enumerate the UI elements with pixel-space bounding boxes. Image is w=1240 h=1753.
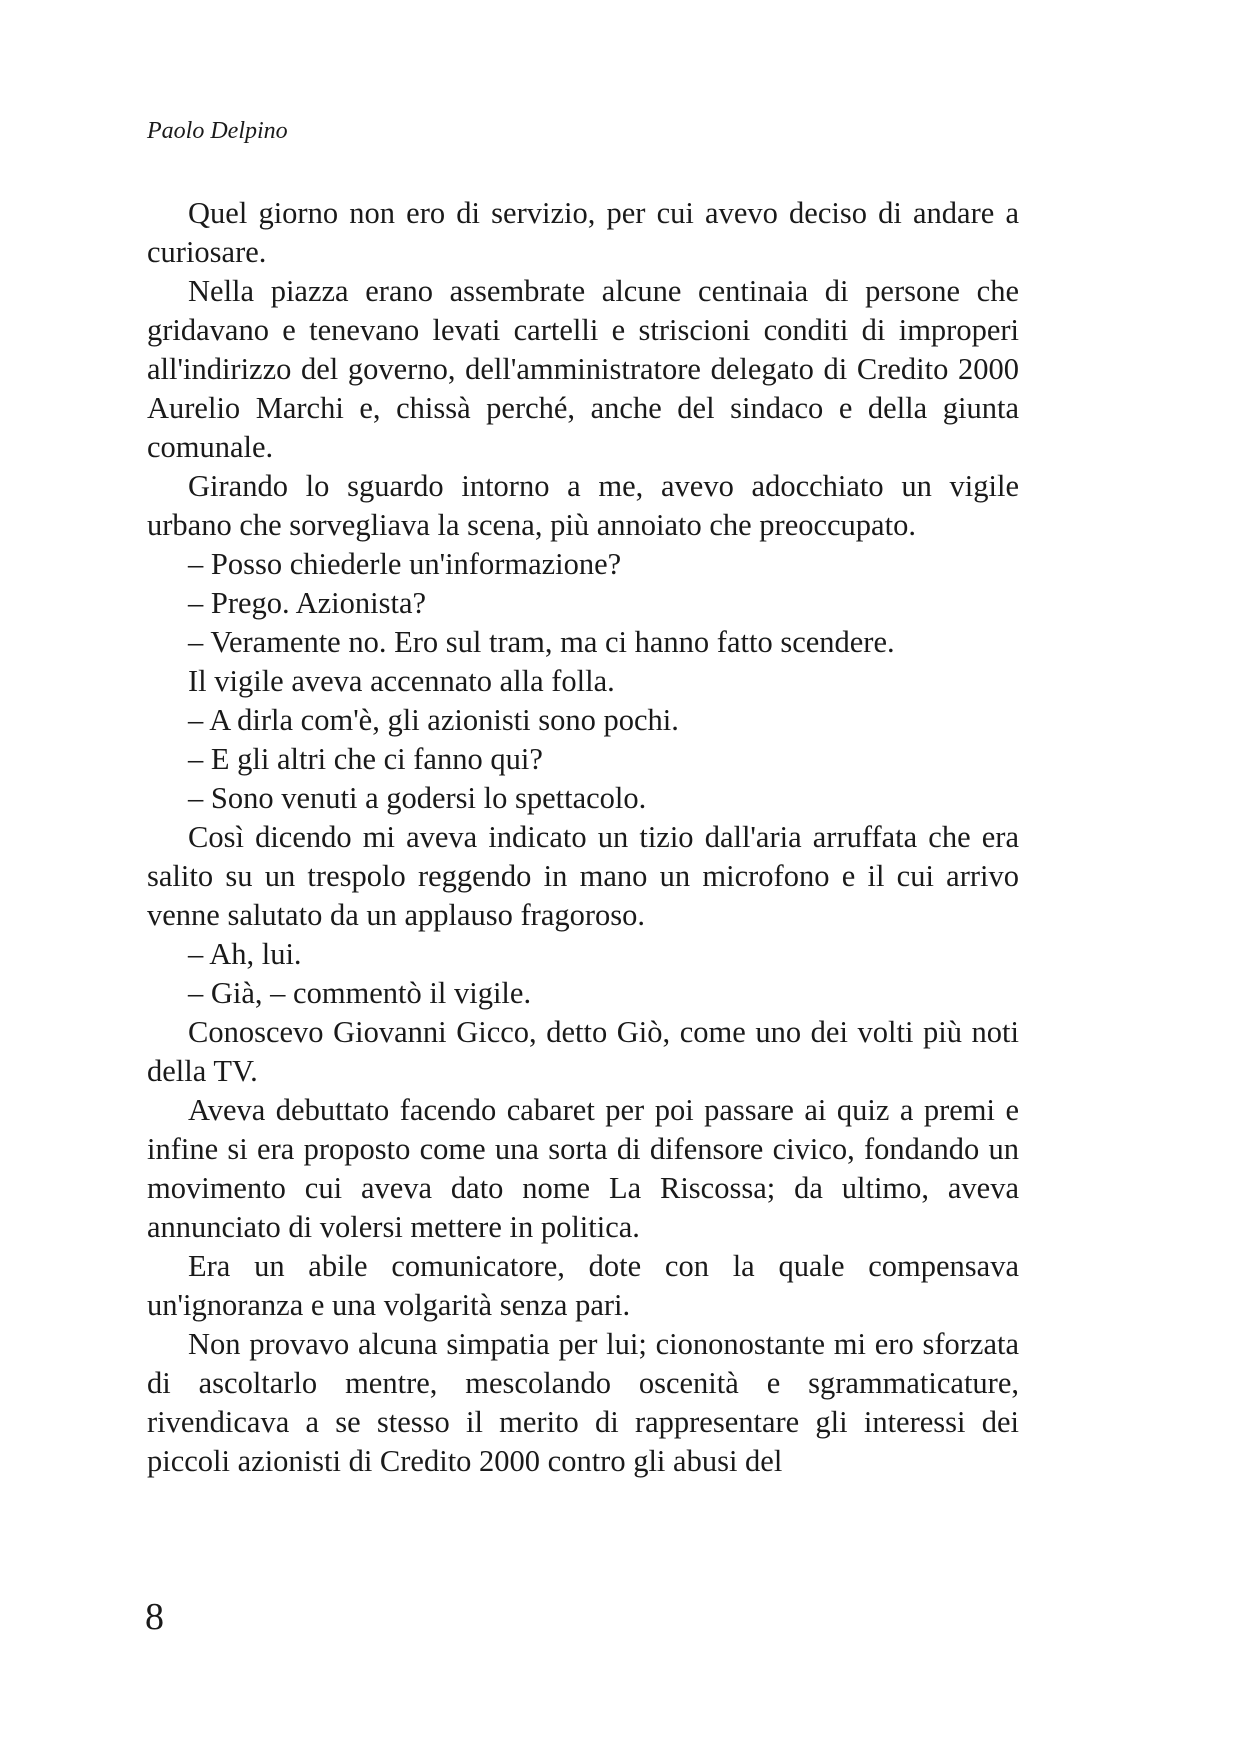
dialogue-line: – Veramente no. Ero sul tram, ma ci hanno fatto scendere. (188, 625, 895, 659)
dialogue-line: – Sono venuti a godersi lo spettacolo. (188, 781, 647, 815)
dialogue-line: – E gli altri che ci fanno qui? (188, 742, 543, 776)
page-number: 8 (145, 1596, 164, 1638)
paragraph: Era un abile comunicatore, dote con la quale compensava un'ignoranza e una volgarità senza pari. (147, 1249, 1019, 1322)
dialogue-line: – Posso chiederle un'informazione? (188, 547, 622, 581)
running-head-author: Paolo Delpino (147, 118, 288, 144)
body-text (147, 194, 1019, 1481)
paragraph: Quel giorno non ero di servizio, per cui avevo deciso di andare a curiosare. (147, 196, 1019, 269)
dialogue-line: – Ah, lui. (188, 937, 302, 971)
dialogue-line: – Prego. Azionista? (188, 586, 427, 620)
paragraph: Così dicendo mi aveva indicato un tizio dall'aria arruffata che era salito su un trespolo reggendo in mano un microfono e il cui arrivo venne salutato da un applauso fragoroso. (147, 820, 1019, 932)
paragraph: Non provavo alcuna simpatia per lui; ciononostante mi ero sforzata di ascoltarlo mentre, mescolando oscenità e sgrammaticature, rivendicava a se stesso il merito di rappresentare gli interessi dei piccoli azionisti di Credito 2000 contro gli abusi del (147, 1327, 1019, 1478)
paragraph: Nella piazza erano assembrate alcune centinaia di persone che gridavano e tenevano levati cartelli e striscioni conditi di improperi all'indirizzo del governo, dell'amministratore delegato di Credito 2000 Aurelio Marchi e, chissà perché, anche del sindaco e della giunta comunale. (147, 274, 1019, 464)
paragraph: Girando lo sguardo intorno a me, avevo adocchiato un vigile urbano che sorvegliava la scena, più annoiato che preoccupato. (147, 469, 1019, 542)
paragraph: Aveva debuttato facendo cabaret per poi passare ai quiz a premi e infine si era proposto come una sorta di difensore civico, fondando un movimento cui aveva dato nome La Riscossa; da ultimo, aveva annunciato di volersi mettere in politica. (147, 1093, 1019, 1244)
paragraph: Il vigile aveva accennato alla folla. (188, 664, 615, 698)
paragraph: Conoscevo Giovanni Gicco, detto Giò, come uno dei volti più noti della TV. (147, 1015, 1019, 1088)
dialogue-line: – Già, – commentò il vigile. (188, 976, 532, 1010)
dialogue-line: – A dirla com'è, gli azionisti sono pochi. (188, 703, 679, 737)
